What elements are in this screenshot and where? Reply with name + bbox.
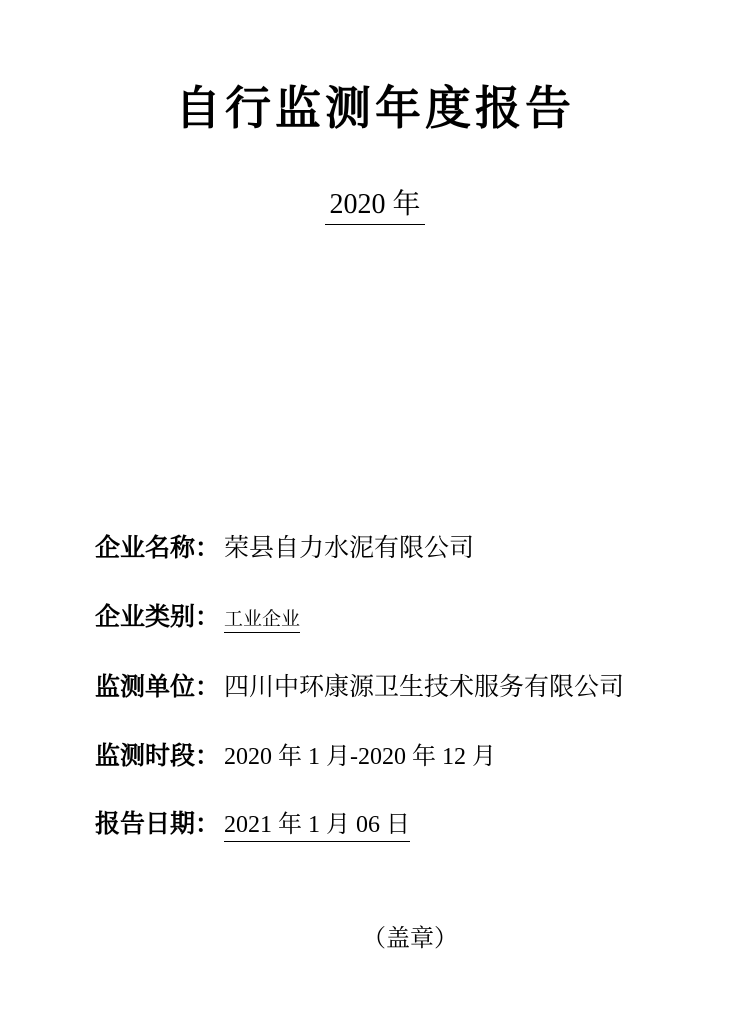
- field-value-monitoring-period: 2020 年 1 月-2020 年 12 月: [224, 743, 497, 770]
- field-row-monitoring-unit: [95, 674, 720, 702]
- report-year: [0, 138, 750, 225]
- field-label-company-name: 企业名称：: [95, 534, 221, 562]
- field-label-report-date: 报告日期：: [95, 810, 221, 839]
- field-value-monitoring-unit: 四川中环康源卫生技术服务有限公司: [224, 673, 625, 702]
- page-title: 自行监测年度报告: [175, 82, 575, 134]
- field-value-company-type: 工业企业: [224, 610, 300, 634]
- field-row-monitoring-period: [95, 743, 720, 771]
- field-row-report-date: [95, 811, 720, 841]
- report-year-value: 2020 年: [325, 182, 424, 225]
- field-row-company-name: [95, 535, 720, 563]
- field-label-monitoring-period: 监测时段：: [95, 741, 221, 770]
- field-value-report-date: 2021 年 1 月 06 日: [224, 812, 410, 841]
- field-label-monitoring-unit: 监测单位：: [95, 673, 221, 702]
- field-row-company-type: [95, 604, 720, 634]
- seal-note: （盖章）: [362, 925, 458, 952]
- cover-fields: [95, 535, 720, 883]
- field-label-company-type: 企业类别：: [95, 602, 221, 631]
- field-value-company-name: 荣县自力水泥有限公司: [224, 534, 475, 562]
